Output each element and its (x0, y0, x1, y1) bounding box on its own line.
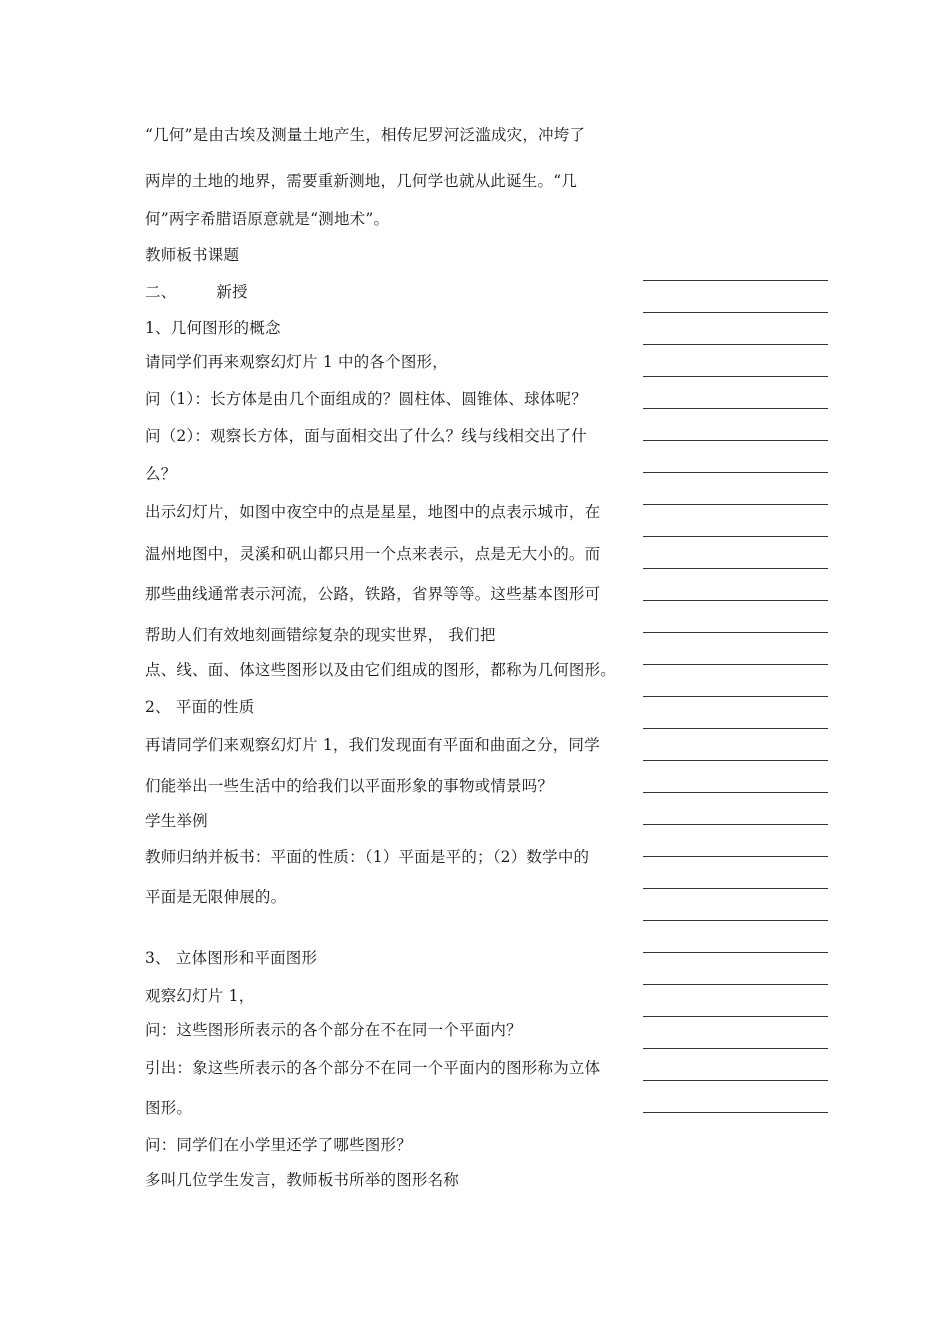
part-1-question-2-line-1: 问（2）：观察长方体，面与面相交出了什么？线与线相交出了什 (145, 427, 587, 445)
board-title: 教师板书课题 (145, 246, 240, 264)
note-line (643, 760, 828, 761)
note-line (643, 728, 828, 729)
section-2-number: 二、 (145, 283, 177, 301)
note-line (643, 408, 828, 409)
part-2-students: 学生举例 (145, 812, 208, 830)
intro-line-3: 何”两字希腊语原意就是“测地术”。 (145, 210, 390, 228)
intro-line-1: “几何”是由古埃及测量土地产生，相传尼罗河泛滥成灾，冲垮了 (145, 126, 586, 144)
note-line (643, 792, 828, 793)
note-line (643, 312, 828, 313)
part-1-paragraph-line-4: 帮助人们有效地刻画错综复杂的现实世界， 我们把 (145, 626, 496, 644)
part-2-paragraph-line-1: 再请同学们来观察幻灯片 1，我们发现面有平面和曲面之分，同学 (145, 736, 600, 754)
part-1-observe: 请同学们再来观察幻灯片 1 中的各个图形， (145, 353, 448, 371)
note-line (643, 536, 828, 537)
note-line (643, 632, 828, 633)
note-line (643, 472, 828, 473)
part-2-paragraph-line-2: 们能举出一些生活中的给我们以平面形象的事物或情景吗？ (145, 777, 554, 795)
part-1-question-2-line-2: 么？ (145, 465, 177, 483)
part-3-question: 问：这些图形所表示的各个部分在不在同一个平面内？ (145, 1021, 522, 1039)
part-3-question-2: 问：同学们在小学里还学了哪些图形？ (145, 1136, 412, 1154)
note-line (643, 1112, 828, 1113)
part-3-last-line: 多叫几位学生发言，教师板书所举的图形名称 (145, 1171, 460, 1189)
note-line (643, 376, 828, 377)
note-line (643, 984, 828, 985)
note-line (643, 568, 828, 569)
note-line (643, 920, 828, 921)
part-1-paragraph-line-2: 温州地图中，灵溪和矾山都只用一个点来表示，点是无大小的。而 (145, 545, 601, 563)
note-line (643, 824, 828, 825)
note-line (643, 888, 828, 889)
note-line (643, 280, 828, 281)
note-line (643, 856, 828, 857)
section-2-title: 新授 (216, 283, 248, 301)
note-line (643, 1016, 828, 1017)
note-line (643, 1080, 828, 1081)
section-2-heading (145, 282, 248, 302)
note-line (643, 504, 828, 505)
part-1-paragraph-line-5: 点、线、面、体这些图形以及由它们组成的图形，都称为几何图形。 (145, 661, 617, 679)
note-line (643, 696, 828, 697)
intro-line-2: 两岸的土地的地界，需要重新测地，几何学也就从此诞生。“几 (145, 172, 578, 190)
part-1-question-1: 问（1）：长方体是由几个面组成的？圆柱体、圆锥体、球体呢？ (145, 390, 587, 408)
note-line (643, 600, 828, 601)
part-2-summary-line-1: 教师归纳并板书：平面的性质：（1）平面是平的；（2）数学中的 (145, 848, 590, 866)
part-3-observe: 观察幻灯片 1， (145, 987, 255, 1005)
part-2-heading: 2、 平面的性质 (145, 698, 255, 716)
part-1-paragraph-line-3: 那些曲线通常表示河流，公路，铁路，省界等等。这些基本图形可 (145, 585, 601, 603)
part-1-paragraph-line-1: 出示幻灯片，如图中夜空中的点是星星，地图中的点表示城市，在 (145, 503, 601, 521)
part-2-summary-line-2: 平面是无限伸展的。 (145, 888, 287, 906)
part-1-heading: 1、几何图形的概念 (145, 319, 281, 337)
note-line (643, 344, 828, 345)
note-line (643, 664, 828, 665)
part-3-lead-line-1: 引出：象这些所表示的各个部分不在同一个平面内的图形称为立体 (145, 1059, 601, 1077)
part-3-lead-line-2: 图形。 (145, 1099, 193, 1117)
note-line (643, 440, 828, 441)
note-line (643, 1048, 828, 1049)
note-line (643, 952, 828, 953)
part-3-heading: 3、 立体图形和平面图形 (145, 949, 318, 967)
